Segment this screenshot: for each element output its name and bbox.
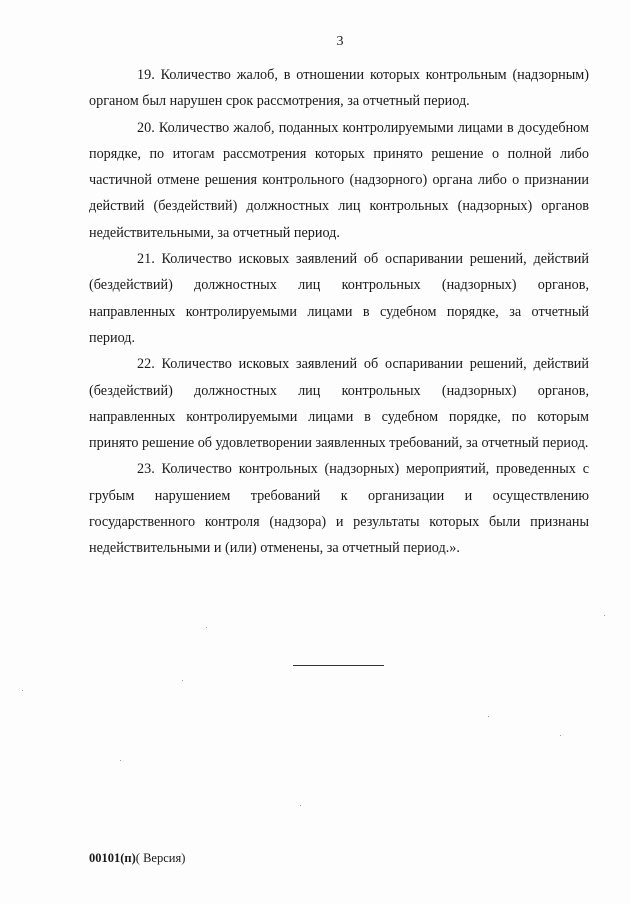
scan-speck: [560, 735, 561, 736]
paragraph-20: 20. Количество жалоб, поданных контролируемыми лицами в досудебном порядке, по итогам рассмотрения которых принято решение о полной либо частичной отмене решения контрольного (надзорного) органа либо о признании действий (бездействий) должностных лиц контрольных (надзорных) органов недействительными, за отчетный период.: [89, 119, 589, 241]
scan-speck: [488, 716, 489, 717]
scan-speck: [300, 805, 301, 806]
paragraph-23: 23. Количество контрольных (надзорных) мероприятий, проведенных с грубым нарушением требований к организации и осуществлению государственного контроля (надзора) и результаты которых были признаны недействительными и (или) отменены, за отчетный период.».: [89, 461, 589, 557]
document-body: [89, 62, 589, 562]
scan-speck: [206, 627, 207, 628]
page-number: 3: [336, 34, 344, 49]
paragraph-21: 21. Количество исковых заявлений об оспаривании решений, действий (бездействий) должностных лиц контрольных (надзорных) органов, направленных контролируемыми лицами в судебном порядке, за отчетный период.: [89, 251, 589, 346]
document-version: ( Версия): [135, 851, 186, 865]
paragraph-22: 22. Количество исковых заявлений об оспаривании решений, действий (бездействий) должностных лиц контрольных (надзорных) органов, направленных контролируемыми лицами в судебном порядке, по которым принято решение об удовлетворении заявленных требований, за отчетный период.: [89, 356, 589, 452]
document-footer: [89, 851, 185, 866]
end-divider-line: [293, 665, 384, 666]
scan-speck: [182, 680, 183, 681]
scan-speck: [120, 760, 121, 761]
document-code: 00101(п): [89, 851, 136, 865]
scan-speck: [604, 615, 605, 616]
paragraph-19: 19. Количество жалоб, в отношении которых контрольным (надзорным) органом был нарушен срок рассмотрения, за отчетный период.: [89, 67, 589, 110]
scan-speck: [22, 690, 23, 691]
